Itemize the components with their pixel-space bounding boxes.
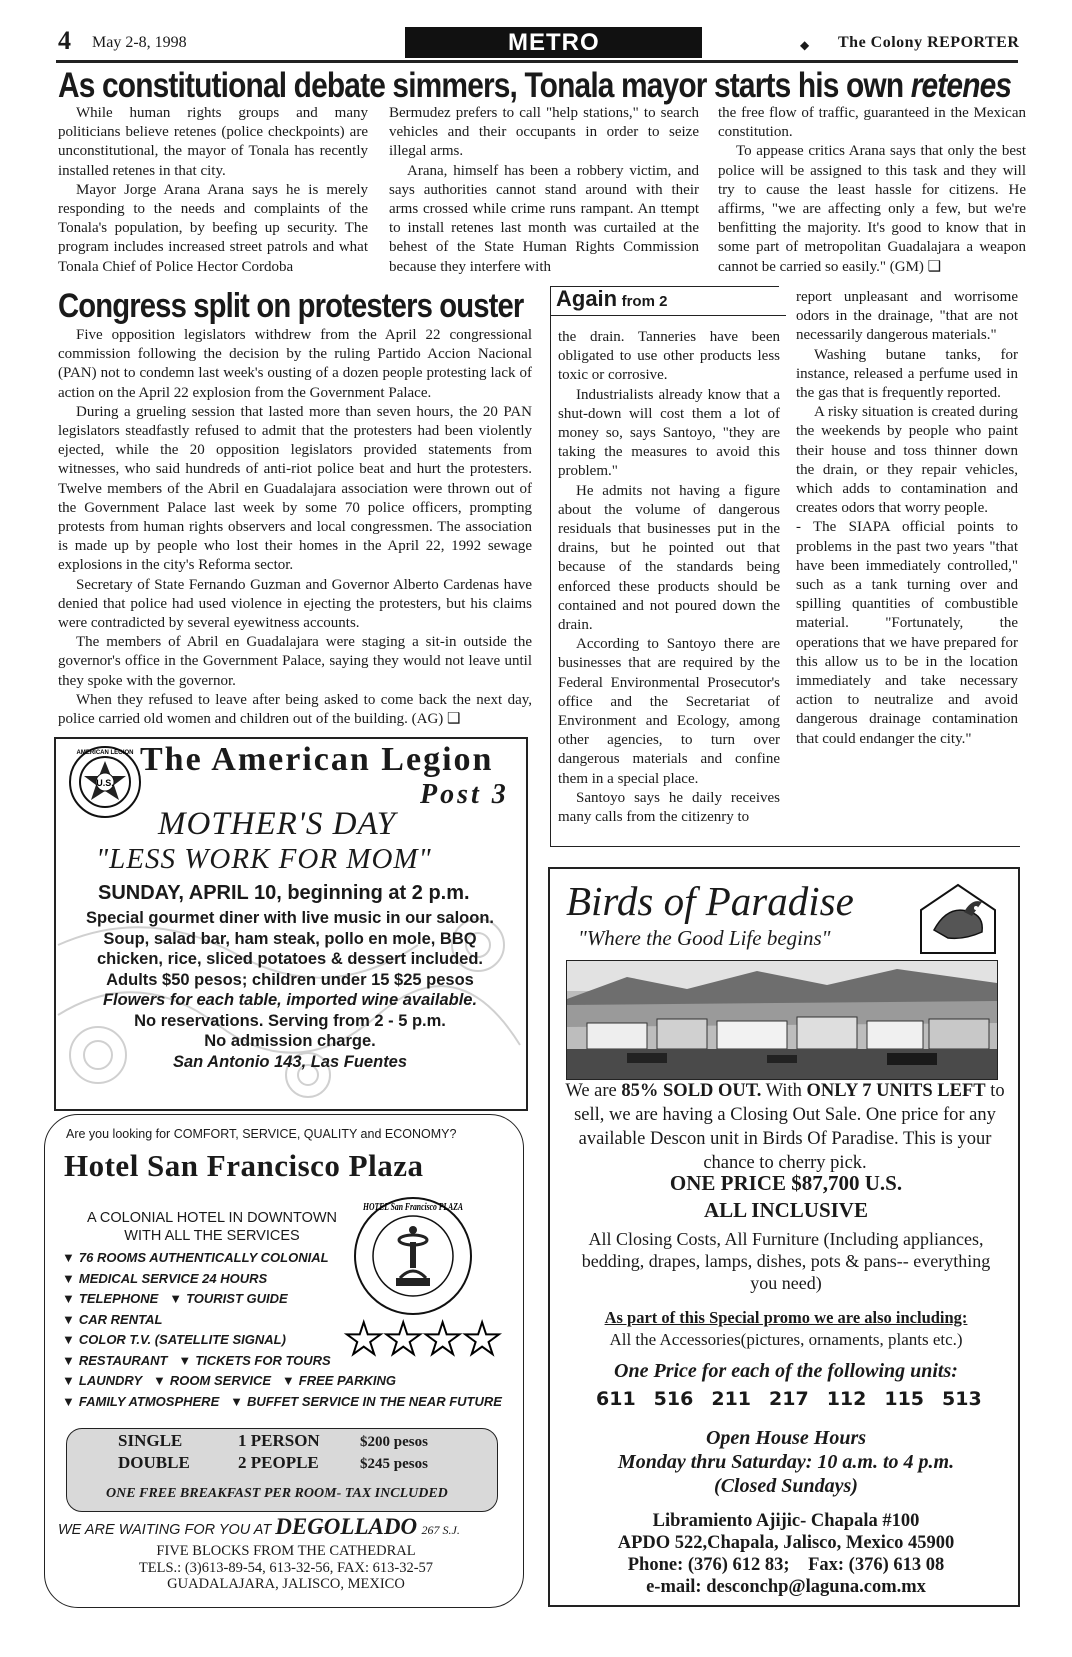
birds-intro-rest: to sell, we are having a Closing Out Sale. One price for any available Descon unit in Birds Of Paradise. This is your chance to cherry pick. — [574, 1081, 1005, 1173]
triangle-icon: ▼ — [62, 1332, 75, 1347]
story3-jump-word: Again — [556, 286, 618, 311]
triangle-icon: ▼ — [62, 1311, 75, 1327]
legion-details — [60, 908, 520, 1072]
hotel-rate-people: 2 PEOPLE — [238, 1453, 319, 1472]
hotel-feature-row — [62, 1248, 502, 1269]
birds-intro — [562, 1079, 1008, 1175]
hotel-contact-line: GUADALAJARA, JALISCO, MEXICO — [167, 1576, 405, 1592]
story3-paragraph: Washing butane tanks, for instance, released a perfume used in the gas that is frequently reported. — [796, 346, 1018, 402]
birds-phone-line — [556, 1554, 1016, 1576]
story2-body — [58, 326, 532, 729]
story3-col1 — [558, 328, 780, 844]
publication-name: The Colony REPORTER — [838, 34, 1020, 51]
legion-line: Flowers for each table, imported wine available. — [102, 991, 478, 1009]
story1-paragraph: the free flow of traffic, guaranteed in the Mexican constitution. — [718, 105, 1026, 141]
hotel-feature: FREE PARKING — [298, 1373, 397, 1388]
hotel-rate-price: $245 pesos — [360, 1456, 428, 1472]
triangle-icon: ▼ — [169, 1291, 183, 1306]
birds-includes: All Closing Costs, All Furniture (Including appliances, bedding, drapes, lamps, dishes, pots & pans-- everything you need) — [581, 1229, 991, 1293]
story3-bottom-rule — [550, 846, 1020, 847]
hotel-feature: ROOM SERVICE — [169, 1373, 272, 1388]
hotel-contact-line: FIVE BLOCKS FROM THE CATHEDRAL — [156, 1543, 416, 1559]
story2-paragraph: During a grueling session that lasted more than seven hours, the 20 PAN legislators steadfastly refused to admit that the protesters had been violently ejected, while the 20 opposition legislators provided statements from witnesses, who said hundreds of anti-riot police beat and hurt the protesters. Twelve members of the Abril en Guadalajara association were thrown out of the Government Palace last week by some 70 police officers, prompting protests from human rights observers and local congressmen. The association is made up by people who lost their homes in the April 22, 1992 sewage explosions in the city's Reforma sector. — [58, 403, 532, 574]
hotel-rate-people: 1 PERSON — [238, 1431, 320, 1450]
legion-title: The American Legion — [140, 741, 494, 778]
legion-emblem — [68, 745, 142, 819]
story1-paragraph: While human rights groups and many politicians believe retenes (police checkpoints) are unconstitutional, the mayor of Tonala has recently installed retenes in that city. — [58, 105, 368, 179]
birds-closed: (Closed Sundays) — [714, 1475, 858, 1497]
masthead-rule — [56, 60, 1018, 63]
unit-number: 115 — [884, 1388, 925, 1410]
triangle-icon: ▼ — [62, 1352, 75, 1368]
hotel-feature-row — [62, 1371, 502, 1392]
section-label: METRO — [508, 29, 600, 56]
legion-line: No reservations. Serving from 2 - 5 p.m. — [134, 1011, 446, 1030]
story1-paragraph: Mayor Jorge Arana Arana says he is merely responding to the needs and complaints of the Tonala's population, by beefing up security. The program includes increased street patrols and what Tonala Chief of Police Hector Cordoba — [58, 181, 368, 275]
legion-line: No admission charge. — [204, 1032, 376, 1050]
birds-promo-body: All the Accessories(pictures, ornaments, plants etc.) — [609, 1330, 963, 1349]
unit-number: 217 — [769, 1388, 809, 1410]
triangle-icon: ▼ — [178, 1352, 192, 1368]
story3-paragraph: the drain. Tanneries have been obligated to use other products less toxic or corrosive. — [558, 329, 780, 384]
issue-date: May 2-8, 1998 — [92, 34, 187, 51]
birds-logo — [918, 882, 998, 956]
hotel-street: DEGOLLADO — [275, 1514, 418, 1539]
legion-line: Adults $50 pesos; children under 15 $25 pesos — [106, 970, 474, 989]
hotel-feature: 76 ROOMS AUTHENTICALLY COLONIAL — [78, 1250, 329, 1265]
page-number: 4 — [58, 26, 71, 55]
hotel-rate-price: $200 pesos — [360, 1434, 428, 1450]
star-icon: ★ — [383, 1314, 423, 1365]
story3-col2 — [796, 288, 1018, 844]
star-icon: ★ — [462, 1314, 502, 1365]
story1-col1 — [58, 104, 368, 277]
birds-address-line: APDO 522,Chapala, Jalisco, Mexico 45900 — [617, 1533, 955, 1553]
hotel-question: Are you looking for COMFORT, SERVICE, QUALITY and ECONOMY? — [66, 1127, 457, 1141]
birds-intro-prefix: We are — [565, 1081, 622, 1101]
story1-paragraph: Bermudez prefers to call "help stations," to search vehicles and their occupants in order to seize illegal arms. — [389, 105, 699, 160]
hotel-feature-row — [62, 1269, 502, 1290]
story1-col3 — [718, 104, 1026, 277]
story2-paragraph: The members of Abril en Guadalajara were staging a sit-in outside the governor's office in the Government Palace, saying they would not leave until they spoke with the governor. — [58, 634, 532, 689]
birds-units-head: One Price for each of the following units: — [614, 1360, 958, 1382]
hotel-feature: TELEPHONE — [78, 1291, 159, 1306]
unit-number: 611 — [596, 1388, 636, 1410]
hotel-feature: RESTAURANT — [78, 1352, 168, 1368]
hotel-feature: TICKETS FOR TOURS — [195, 1352, 331, 1368]
triangle-icon: ▼ — [281, 1373, 295, 1388]
hotel-feature: MEDICAL SERVICE 24 HOURS — [78, 1270, 268, 1286]
star-icon: ★ — [344, 1314, 384, 1365]
triangle-icon: ▼ — [62, 1291, 75, 1306]
hotel-feature: TOURIST GUIDE — [186, 1291, 288, 1306]
legion-event: MOTHER'S DAY — [158, 806, 397, 842]
hotel-stars — [344, 1314, 502, 1365]
birds-promo-head: As part of this Special promo we are also including: — [604, 1308, 968, 1327]
hotel-desc — [62, 1209, 362, 1245]
story2-paragraph: Five opposition legislators withdrew from the April 22 congressional commission following the decision by the ruling Partido Accion Nacional (PAN) not to condemn last week's ousting of a dozen people protesting lack of action on the April 22 explosion from the Government Palace. — [58, 327, 532, 401]
story3-rule — [550, 315, 786, 316]
masthead-bullet: ◆ — [800, 38, 810, 52]
hotel-rate-row — [118, 1453, 428, 1473]
birds-address-line: Libramiento Ajijic- Chapala #100 — [652, 1511, 920, 1531]
hotel-feature: CAR RENTAL — [78, 1311, 163, 1327]
hotel-street-number: 267 S.J. — [421, 1523, 460, 1537]
story3-paragraph: - The SIAPA official points to problems in the past two years "that have been immediately controlled," such as a tank turning over and spilling quantities of combustible material. "Fortunately, the operations that we have prepared for this allow us to be in the location immediately and take necessary action to neutralize and avoid dangerous drainage contamination that could endanger the city." — [796, 519, 1018, 747]
hotel-desc-line: A COLONIAL HOTEL IN DOWNTOWN — [86, 1210, 338, 1226]
birds-sold-out: 85% SOLD OUT. — [621, 1081, 762, 1101]
birds-open-house: Open House Hours — [705, 1427, 867, 1449]
triangle-icon: ▼ — [62, 1270, 75, 1286]
birds-address — [556, 1510, 1016, 1598]
story2-paragraph: Secretary of State Fernando Guzman and Governor Alberto Cardenas have denied that police had used violence in ejecting the protesters, but his claims were contradicted by several eyewitness accounts. — [58, 576, 532, 632]
unit-number: 516 — [653, 1388, 694, 1410]
legion-line: chicken, rice, sliced potatoes & dessert included. — [96, 950, 484, 968]
legion-line: Soup, salad bar, ham steak, pollo en mole, BBQ — [103, 929, 477, 948]
hotel-contact — [60, 1543, 512, 1593]
unit-number: 211 — [711, 1388, 752, 1410]
story1-headline — [58, 64, 1058, 108]
story3-paragraph: Santoyo says he daily receives many calls from the citizenry to — [558, 789, 780, 826]
birds-tagline: "Where the Good Life begins" — [578, 926, 831, 950]
story1-paragraph: To appease critics Arana says that only the best police will be assigned to this task and they will try to cause the least hassle for citizens. He affirms, "we are affecting only a few, but we're benfitting the majority. It's good to know that in some part of metropolitan Guadalajara a weapon cannot be carried so easily." (GM) ❑ — [718, 143, 1026, 275]
story3-paragraph: According to Santoyo there are businesses that are required by the Federal Environmental Prosecutor's office and the Secretariat of Environment and Ecology, among other agencies, to turn over dangerous materials and confine them in a special place. — [558, 636, 780, 787]
unit-number: 112 — [826, 1388, 867, 1410]
story3-paragraph: A risky situation is created during the weekends by people who paint their house and toss thinner down the drain, or they repair vehicles, which adds to contamination and creates odors that worry people. — [796, 404, 1018, 517]
hotel-waiting-prefix: WE ARE WAITING FOR YOU AT — [58, 1522, 276, 1538]
unit-number: 513 — [942, 1388, 982, 1410]
hotel-feature: FAMILY ATMOSPHERE — [78, 1393, 220, 1409]
hotel-desc-line: WITH ALL THE SERVICES — [124, 1228, 300, 1244]
hotel-feature: COLOR T.V. (SATELLITE SIGNAL) — [78, 1332, 286, 1347]
triangle-icon: ▼ — [62, 1250, 75, 1265]
legion-line: Special gourmet diner with live music in our saloon. — [86, 909, 494, 927]
story1-headline-main: As constitutional debate simmers, Tonala mayor starts his own — [58, 66, 911, 105]
legion-emblem-text: AMERICAN LEGION — [76, 750, 134, 756]
story3-paragraph: report unpleasant and worrisome odors in the drainage, "that are not necessarily dangerous materials." — [796, 289, 1018, 344]
hotel-rate-row — [118, 1431, 428, 1451]
triangle-icon: ▼ — [62, 1373, 75, 1388]
story3-jump-from: from 2 — [621, 293, 668, 310]
story3-paragraph: He admits not having a figure about the volume of dangerous residuals that businesses put in the drains, but he pointed out that because of the standards being enforced these products should be contained and not poured down the drain. — [558, 482, 780, 634]
legion-post: Post 3 — [420, 779, 509, 810]
story1-col2 — [389, 104, 699, 277]
legion-emblem-center: U.S. — [96, 778, 114, 788]
triangle-icon: ▼ — [153, 1373, 166, 1388]
birds-hours: Monday thru Saturday: 10 a.m. to 4 p.m. — [617, 1451, 955, 1473]
birds-email: e-mail: desconchp@laguna.com.mx — [646, 1577, 926, 1597]
birds-price: ONE PRICE $87,700 U.S. — [669, 1171, 903, 1195]
legion-tagline: "LESS WORK FOR MOM" — [96, 843, 432, 875]
story1-headline-em: retenes — [910, 66, 1012, 105]
triangle-icon: ▼ — [62, 1393, 75, 1409]
hotel-feature: BUFFET SERVICE IN THE NEAR FUTURE — [246, 1393, 502, 1409]
legion-line: San Antonio 143, Las Fuentes — [172, 1052, 408, 1071]
birds-units — [596, 1388, 982, 1410]
birds-fax: Fax: (376) 613 08 — [808, 1555, 945, 1575]
hotel-logo-text: HOTEL San Francisco PLAZA — [362, 1201, 463, 1213]
hotel-rate-type: SINGLE — [118, 1431, 183, 1450]
story3-paragraph: Industrialists already know that a shut-down will cost them a lot of money so, says Santoyo, "they are taking the measures to avoid this problem." — [558, 386, 780, 480]
hotel-name: Hotel San Francisco Plaza — [64, 1148, 424, 1183]
hotel-feature-row — [62, 1289, 502, 1310]
story2-headline: Congress split on protesters ouster — [58, 287, 524, 325]
hotel-contact-line: TELS.: (3)613-89-54, 613-32-56, FAX: 613-32-57 — [138, 1559, 434, 1576]
hotel-rate-type: DOUBLE — [118, 1453, 190, 1472]
triangle-icon: ▼ — [230, 1393, 243, 1409]
story2-paragraph: When they refused to leave after being asked to come back the next day, police carried old women and children out of the building. (AG) ❑ — [58, 691, 532, 728]
story3-jump-head — [556, 286, 667, 312]
hotel-breakfast: ONE FREE BREAKFAST PER ROOM- TAX INCLUDED — [106, 1486, 448, 1501]
birds-intro-with: With — [761, 1081, 807, 1101]
star-icon: ★ — [422, 1314, 463, 1365]
legion-date: SUNDAY, APRIL 10, beginning at 2 p.m. — [98, 882, 470, 904]
story1-paragraph: Arana, himself has been a robbery victim, and says authorities cannot stand around with their arms crossed while crime runs rampant. An ttempt to install retenes last month was curtailed at the behest of the State Human Rights Commission because they interfere with — [389, 162, 699, 275]
hotel-feature-row — [62, 1392, 502, 1413]
hotel-waiting — [58, 1514, 460, 1540]
birds-phone: Phone: (376) 612 83; — [627, 1555, 790, 1575]
hotel-feature: LAUNDRY — [78, 1373, 143, 1388]
birds-photo — [566, 960, 998, 1080]
birds-units-left: ONLY 7 UNITS LEFT — [806, 1081, 986, 1101]
birds-inclusive: ALL INCLUSIVE — [704, 1198, 868, 1222]
birds-title: Birds of Paradise — [566, 878, 854, 924]
